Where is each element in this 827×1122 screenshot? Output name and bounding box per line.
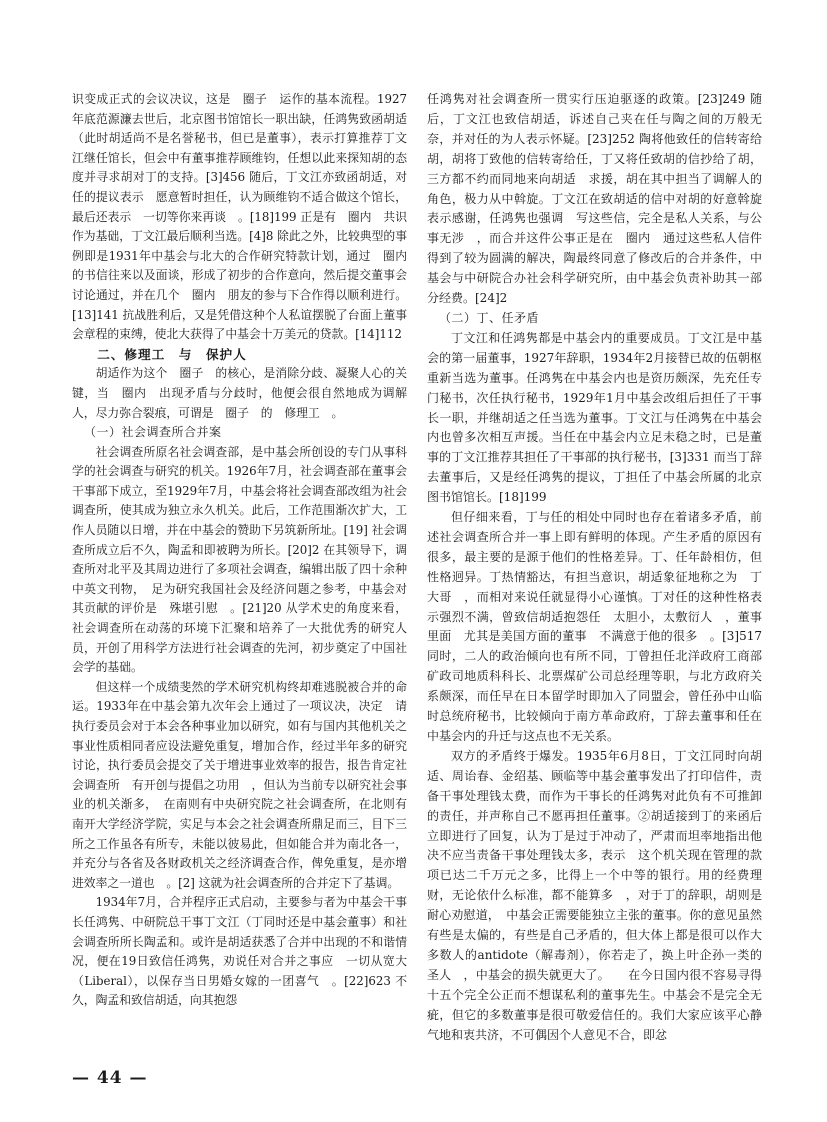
page-number: — 44 — bbox=[72, 1068, 148, 1088]
right-column bbox=[427, 90, 775, 1046]
body-paragraph: 双方的矛盾终于爆发。1935年6月8日，丁文江同时向胡适、周诒春、金绍基、顾临等中基会董事发出了打印信件，责备干事处理钱太费，而作为干事长的任鸿隽对此负有不可推卸的责任，并声称自己不愿再担任董事。②胡适接到丁的来函后立即进行了回复，认为丁是过于冲动了，严肃而坦率地指出他决不应当责备干事处理钱太多，表示 这个机关现在管理的款项已达二千万元之多，比得上一个中等的银行。用的经费理财，无论依什么标准，都不能算多 ，对于丁的辞职，胡则是耐心劝慰道， 中基会正需要能独立主张的董事。你的意见虽然有些是太偏的，有些是自己矛盾的，但大体上都是很可以作大多数人的antidote（解毒剂），你若走了，换上叶企孙一类的 圣人 ，中基会的损失就更大了。 在今日国内很不容易寻得十五个完全公正而不想谋私利的董事先生。中基会不是完全无疵，但它的多数董事是很可敬爱信任的。我们大家应该平心静气地和衷共济，不可偶因个人意见不合，即忿 bbox=[427, 748, 775, 1042]
left-column bbox=[72, 90, 419, 1011]
body-paragraph: 丁文江和任鸿隽都是中基会内的重要成员。丁文江是中基会的第一届董事，1927年辞职，1934年2月接替已故的伍朝枢重新当选为董事。任鸿隽在中基会内也是资历颇深，先充任专门秘书，次任执行秘书，1929年1月中基会改组后担任了干事长一职，并继胡适之任当选为董事。丁文江与任鸿隽在中基会内也曾多次相互声援。当任在中基会内立足未稳之时，已是董事的丁文江推荐其担任了干事部的执行秘书，[3]331 而当丁辞去董事后，又是经任鸿隽的提议，丁担任了中基会所属的北京图书馆馆长。[18]199 bbox=[427, 330, 762, 505]
body-paragraph: 1934年7月，合并程序正式启动，主要参与者为中基会干事长任鸿隽、中研院总干事丁文江（丁同时还是中基会董事）和社会调查所所长陶孟和。或许是胡适获悉了合并中出现的不和谐情况，便在19日致信任鸿隽，劝说任对合并之事应 一切从宽大（Liberal），以保存当日男婚女嫁的一团喜气 。[22]623 不久，陶孟和致信胡适，向其抱怨 bbox=[72, 895, 407, 1008]
body-paragraph: 识变成正式的会议决议，这是 圈子 运作的基本流程。1927年底范源濂去世后，北京图书馆馆长一职出缺，任鸿隽致函胡适（此时胡适尚不是名誉秘书，但已是董事），表示打算推荐丁文江继任馆长，但会中有董事推荐顾维钧，任想以此来探知胡的态度并寻求胡对丁的支持。[3]456 随后，丁文江亦致函胡适，对任的提议表示 愿意暂时担任，认为顾维钧不适合做这个馆长，最后还表示 一切等你来再谈 。[18]199 正是有 圈内 共识作为基础，丁文江最后顺利当选。[4]8 除此之外，比较典型的事例即是1931年中基会与北大的合作研究特款计划，通过 圈内 的书信往来以及面谈，形成了初步的合作意向，然后提交董事会讨论通过，并在几个 圈内 朋友的参与下合作得以顺利进行。[13]141 抗战胜利后，又是凭借这种个人私谊摆脱了台面上董事会章程的束缚，使北大获得了中基会十万美元的贷款。[14]112 bbox=[72, 92, 419, 342]
body-paragraph: 但这样一个成绩斐然的学术研究机构终却难逃脱被合并的命运。1933年在中基会第九次年会上通过了一项议决，决定 请执行委员会对于本会各种事业加以研究，如有与国内其他机关之事业性质相同者应设法避免重复，增加合作，经过半年多的研究讨论，执行委员会提交了关于增进事业效率的报告，报告肯定社会调查所 有开创与提倡之功用 ，但认为当前专以研究社会事业的机关渐多， 在南则有中央研究院之社会调查所，在北则有南开大学经济学院，实足与本会之社会调查所鼎足而三，目下三所之工作虽各有所专，未能以彼易此，但如能合并为南北各一，并充分与各省及各财政机关之经济调查合作，俾免重复，是亦增进效率之一道也 。[2] 这就为社会调查所的合并定下了基调。 bbox=[72, 679, 407, 890]
body-paragraph: 胡适作为这个 圈子 的核心，是消除分歧、凝聚人心的关键，当 圈内 出现矛盾与分歧时，他便会很自然地成为调解人，尽力弥合裂痕，可谓是 圈子 的 修理工 。 bbox=[72, 366, 407, 420]
body-paragraph: 社会调查所原名社会调查部，是中基会所创设的专门从事科学的社会调查与研究的机关。1926年7月，社会调查部在董事会干事部下成立，至1929年7月，中基会将社会调查部改组为社会调查所，使其成为独立永久机关。此后，工作范围渐次扩大，工作人员随以日增，并在中基会的赞助下另筑新所址。[19] 社会调查所成立后不久，陶孟和即被聘为所长。[20]2 在其领导下，调查所对北平及其周边进行了多项社会调查，编辑出版了四十余种中英文刊物， 足为研究我国社会及经济问题之参考，中基会对其贡献的评价是 殊堪引慰 。[21]20 从学术史的角度来看，社会调查所在动荡的环境下汇聚和培养了一大批优秀的研究人员，开创了用科学方法进行社会调查的先河，初步奠定了中国社会学的基础。 bbox=[72, 444, 407, 675]
subsection-heading: （一）社会调查所合并案 bbox=[84, 425, 222, 440]
section-heading: 二、修理工 与 保护人 bbox=[97, 346, 247, 362]
subsection-heading: （二）丁、任矛盾 bbox=[439, 310, 540, 325]
body-paragraph: 但仔细来看，丁与任的相处中同时也存在着诸多矛盾，前述社会调查所合并一事上即有鲜明的体现。产生矛盾的原因有很多，最主要的是源于他们的性格差异。丁、任年龄相仿，但性格迥异。丁热情豁达，有担当意识，胡适象征地称之为 丁大哥 ，而相对来说任就显得小心谨慎。丁对任的这种性格表示强烈不满，曾致信胡适抱怨任 太胆小，太敷衍人 ，董事里面 尤其是美国方面的董事 不满意于他的很多 。[3]517 同时，二人的政治倾向也有所不同，丁曾担任北洋政府工商部矿政司地质科科长、北票煤矿公司总经理等职，与北方政府关系颇深，而任早在日本留学时即加入了同盟会，曾任孙中山临时总统府秘书，比较倾向于南方革命政府，丁辞去董事和任在中基会内的升迁与这点也不无关系。 bbox=[427, 510, 762, 743]
body-paragraph: 任鸿隽对社会调查所一贯实行压迫驱逐的政策。[23]249 随后，丁文江也致信胡适，诉述自己夹在任与陶之间的万般无奈，并对任的为人表示怀疑。[23]252 陶将他致任的信转寄给胡，胡将丁致他的信转寄给任，丁又将任致胡的信抄给了胡，三方都不约而同地来向胡适 求援，胡在其中担当了调解人的角色，极力从中斡旋。丁文江在致胡适的信中对胡的好意斡旋表示感谢，任鸿隽也强调 写这些信，完全是私人关系，与公事无涉 ，而合并这件公事正是在 圈内 通过这些私人信件得到了较为圆满的解决，陶最终同意了修改后的合并条件，中基会与中研院合办社会科学研究所，由中基会负责补助其一部分经费。[24]2 bbox=[427, 92, 762, 306]
